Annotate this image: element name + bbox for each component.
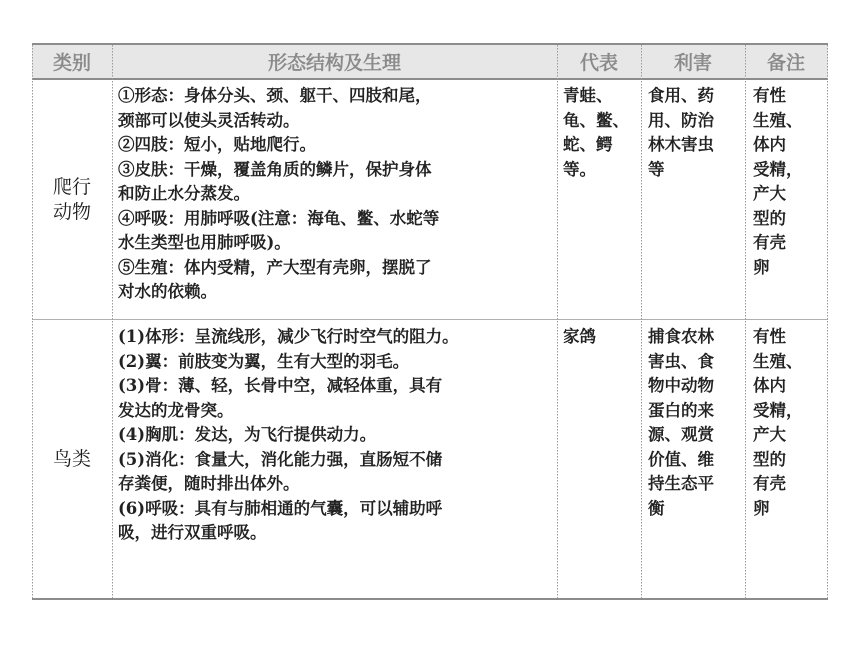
header-representative: 代表 [579,52,618,74]
pros-cons-line: 持生态平 [648,474,714,493]
remarks-line: 体内 [753,135,786,154]
category-line: 鸟类 [52,447,91,470]
morphology-line: 发达的龙骨突。 [118,400,234,420]
representative-reptile [563,84,643,182]
morphology-line: (6)呼吸：具有与肺相通的气囊，可以辅助呼 [118,498,443,518]
morphology-line: 对水的依赖。 [118,282,217,301]
morphology-reptile [118,84,558,305]
pros-cons-reptile [648,84,744,182]
representative-line: 蛇、鳄 [563,135,613,154]
remarks-line: 受精， [753,400,803,420]
representative-line: 青蛙、 [563,86,613,105]
representative-bird [563,325,643,350]
remarks-line: 有壳 [753,233,786,252]
morphology-line: (2)翼：前肢变为翼，生有大型的羽毛。 [118,351,410,371]
category-bird [32,320,112,598]
pros-cons-line: 林木害虫 [648,135,714,154]
morphology-line: (1)体形：呈流线形，减少飞行时空气的阻力。 [118,327,459,346]
remarks-bird [753,325,827,521]
pros-cons-line: 物中动物 [648,376,714,395]
remarks-line: 有壳 [753,474,786,493]
remarks-reptile [753,84,827,280]
morphology-line: 水生类型也用肺呼吸)。 [118,233,291,252]
pros-cons-line: 等 [648,159,665,179]
representative-line: 龟、鳖、 [563,110,629,130]
remarks-line: 产大 [753,184,786,203]
header-remarks: 备注 [766,52,805,74]
pros-cons-line: 源、观赏 [648,425,714,444]
morphology-line: ②四肢：短小，贴地爬行。 [118,135,316,154]
pros-cons-bird [648,325,744,521]
representative-line: 等。 [563,159,596,179]
pros-cons-line: 价值、维 [648,449,714,469]
remarks-line: 有性 [753,86,786,105]
table-bottom-border [32,598,828,600]
morphology-line: (5)消化：食量大，消化能力强，直肠短不储 [118,449,443,469]
remarks-line: 型的 [753,208,786,228]
remarks-line: 产大 [753,425,786,444]
category-line: 动物 [52,200,91,223]
remarks-line: 体内 [753,376,786,395]
column-divider [112,45,113,598]
column-divider [745,45,746,598]
remarks-line: 生殖、 [753,351,803,371]
header-morphology: 形态结构及生理 [267,52,401,74]
remarks-line: 有性 [753,327,786,346]
pros-cons-line: 用、防治 [648,110,714,130]
representative-line: 家鸽 [563,327,596,346]
morphology-line: 吸，进行双重呼吸。 [118,523,267,542]
remarks-line: 受精， [753,159,803,179]
morphology-line: ④呼吸：用肺呼吸(注意：海龟、鳖、水蛇等 [118,208,440,228]
pros-cons-line: 蛋白的来 [648,400,714,420]
remarks-line: 生殖、 [753,110,803,130]
pros-cons-line: 衡 [648,498,665,518]
morphology-line: ⑤生殖：体内受精，产大型有壳卵，摆脱了 [118,257,432,277]
remarks-line: 卵 [753,257,770,277]
classification-table [32,43,828,600]
pros-cons-line: 食用、药 [648,86,714,105]
column-divider [827,45,828,598]
remarks-line: 卵 [753,498,770,518]
header-bottom-border [32,78,828,80]
remarks-line: 型的 [753,449,786,469]
morphology-line: 颈部可以使头灵活转动。 [118,110,300,130]
header-category: 类别 [52,52,91,74]
category-reptile [32,80,112,319]
pros-cons-line: 害虫、食 [648,351,714,371]
morphology-line: ①形态：身体分头、颈、躯干、四肢和尾， [118,86,432,105]
morphology-line: 和防止水分蒸发。 [118,184,250,203]
header-pros-cons: 利害 [673,52,712,74]
morphology-line: (3)骨：薄、轻，长骨中空，减轻体重，具有 [118,376,443,395]
pros-cons-line: 捕食农林 [648,327,714,346]
morphology-bird [118,325,558,546]
category-line: 爬行 [52,175,91,198]
morphology-line: (4)胸肌：发达，为飞行提供动力。 [118,425,377,444]
morphology-line: 存粪便，随时排出体外。 [118,474,300,493]
row-divider [32,319,828,320]
morphology-line: ③皮肤：干燥，覆盖角质的鳞片，保护身体 [118,159,432,179]
